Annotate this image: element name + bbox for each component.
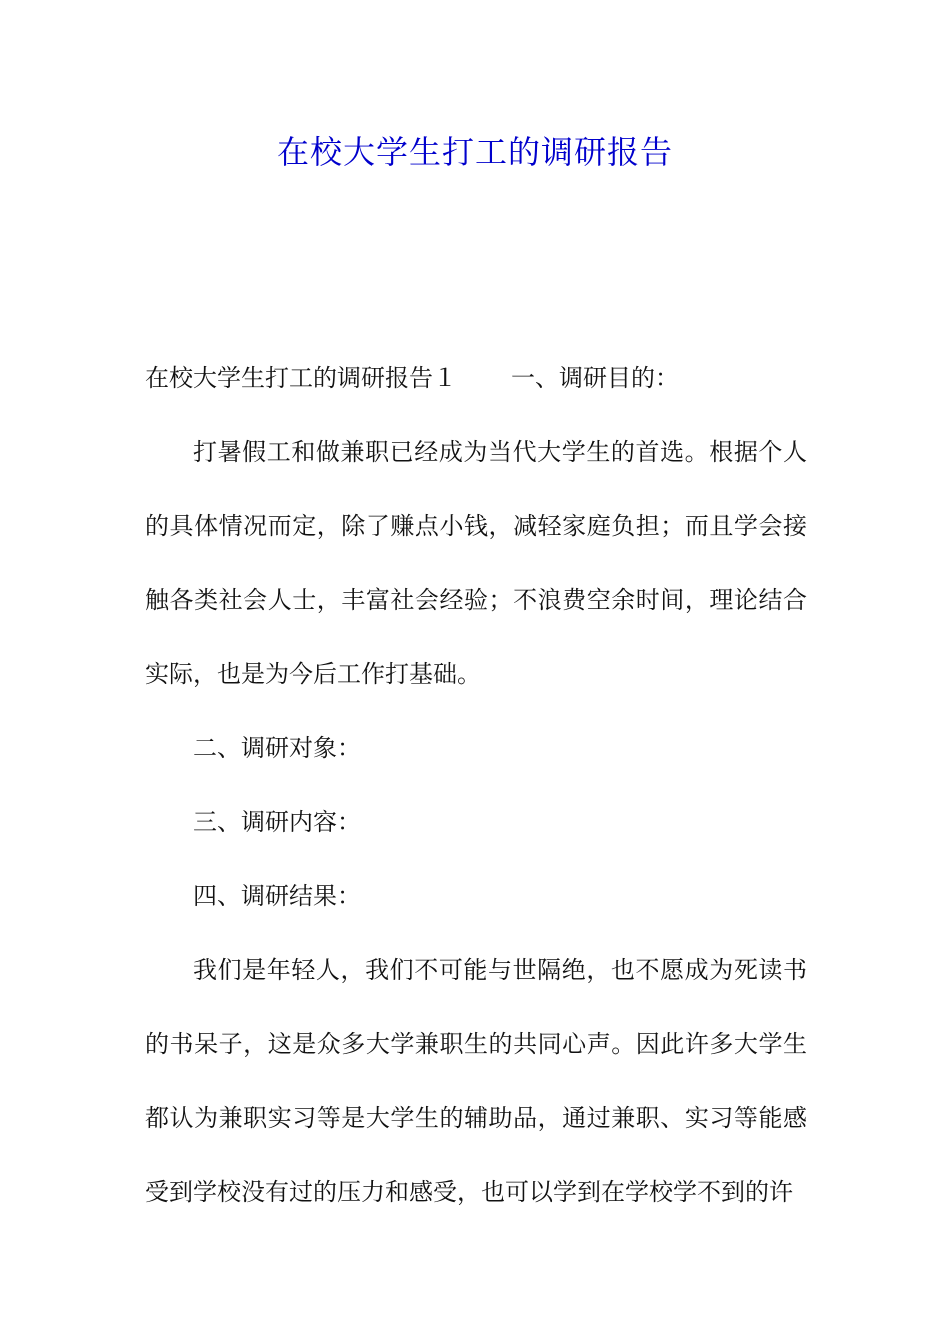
section-3-heading: 三、调研内容：: [193, 808, 361, 836]
document-title: 在校大学生打工的调研报告: [276, 133, 673, 171]
section-4-heading: 四、调研结果：: [193, 882, 361, 910]
intro-line: [145, 341, 807, 415]
section-1-heading: 一、调研目的：: [511, 364, 679, 392]
paragraph-1: 打暑假工和做兼职已经成为当代大学生的首选。根据个人的具体情况而定，除了赚点小钱，减轻家庭负担；而且学会接触各类社会人士，丰富社会经验；不浪费空余时间，理论结合实际，也是为今后工作打基础。: [145, 438, 807, 688]
document-body: [145, 341, 807, 1229]
report-heading: 在校大学生打工的调研报告１: [145, 364, 457, 392]
paragraph-2: 我们是年轻人，我们不可能与世隔绝，也不愿成为死读书的书呆子，这是众多大学兼职生的共同心声。因此许多大学生都认为兼职实习等是大学生的辅助品，通过兼职、实习等能感受到学校没有过的压力和感受，也可以学到在学校学不到的许: [145, 956, 807, 1206]
section-2-heading: 二、调研对象：: [193, 734, 361, 762]
